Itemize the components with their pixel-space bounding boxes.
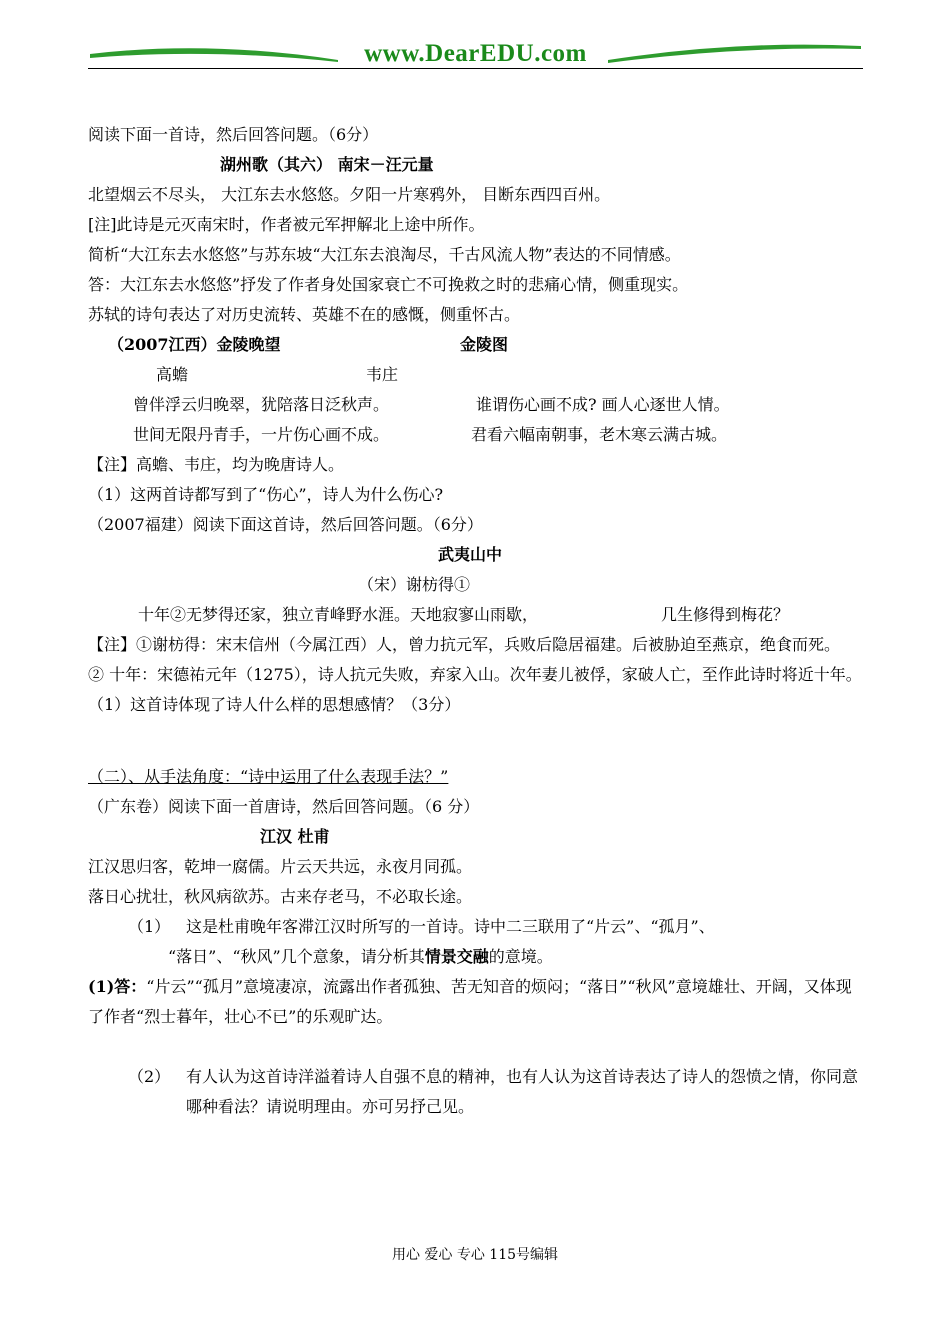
question-item: [88, 1062, 863, 1122]
page-footer: 用心 爱心 专心 115号编辑: [391, 1247, 559, 1263]
poem-title: 江汉 杜甫: [260, 827, 330, 846]
poem-titles-row: [88, 330, 863, 360]
text-line: 北望烟云不尽头， 大江东去水悠悠。夕阳一片寒鸦外， 目断东西四百州。: [88, 185, 611, 204]
question-text: 这是杜甫晚年客滞江汉时所写的一首诗。诗中二三联用了“片云”、“孤月”、: [186, 917, 715, 936]
text-line: 简析“大江东去水悠悠”与苏东坡“大江东去浪淘尽，千古风流人物”表达的不同情感。: [88, 245, 681, 264]
poem-verse-row: [88, 420, 863, 450]
blank-line: [88, 750, 863, 762]
verse: 曾伴浮云归晚翠，犹陪落日泛秋声。: [133, 395, 390, 414]
text-line: 答：大江东去水悠悠”抒发了作者身处国家衰亡不可挽救之时的悲痛心情，侧重现实。: [88, 275, 689, 294]
verse: 十年②无梦得还家，独立青峰野水涯。天地寂寥山雨歇，: [138, 605, 539, 624]
answer-paragraph: (1)答：“片云”“孤月”意境凄凉，流露出作者孤独、苦无知音的烦闷；“落日”“秋风”意境雄壮、开阔，又体现了作者“烈士暮年，壮心不已”的乐观旷达。: [88, 977, 852, 1026]
text-line: 阅读下面一首诗，然后回答问题。（6分）: [88, 125, 379, 144]
question-line: （1）这两首诗都写到了“伤心”，诗人为什么伤心?: [88, 485, 444, 504]
text-line: 苏轼的诗句表达了对历史流转、英雄不在的感慨，侧重怀古。: [88, 305, 521, 324]
poem-authors-row: [88, 360, 863, 390]
poem-verse-row: [88, 390, 863, 420]
verse: 谁谓伤心画不成? 画人心逐世人情。: [476, 395, 730, 414]
note-line: 【注】高蟾、韦庄，均为晚唐诗人。: [88, 455, 345, 474]
note-paragraph: 【注】①谢枋得：宋末信州（今属江西）人，曾力抗元军，兵败后隐居福建。后被胁迫至燕京，绝食而死。: [88, 635, 841, 654]
header-rule: [88, 68, 863, 69]
question-line: （1）这首诗体现了诗人什么样的思想感情？（3分）: [88, 695, 461, 714]
verse: 世间无限丹青手，一片伤心画不成。: [133, 425, 390, 444]
poem-verse: 江汉思归客，乾坤一腐儒。片云天共远，永夜月同孤。: [88, 857, 473, 876]
text-line: [注]此诗是元灭南宋时，作者被元军押解北上途中所作。: [88, 215, 485, 234]
blank-line: [88, 1032, 863, 1062]
poem-author: （宋）谢枋得①: [358, 575, 471, 594]
question-continuation: “落日”、“秋风”几个意象，请分析其情景交融的意境。: [168, 947, 553, 966]
question-text: 有人认为这首诗洋溢着诗人自强不息的精神，也有人认为这首诗表达了诗人的怨愤之情，你同意哪种看法？请说明理由。亦可另抒己见。: [186, 1067, 859, 1116]
verse: 几生修得到梅花？: [661, 605, 790, 624]
text-line: （广东卷）阅读下面一首唐诗，然后回答问题。（6 分）: [88, 797, 480, 816]
poem-verse: 落日心扰壮，秋风病欲苏。古来存老马，不必取长途。: [88, 887, 473, 906]
blank-line: [88, 720, 863, 750]
site-header: [88, 38, 863, 72]
note-paragraph: ② 十年：宋德祐元年（1275），诗人抗元失败，弃家入山。次年妻儿被俘，家破人亡，至作此诗时将近十年。: [88, 665, 862, 684]
document-body: [88, 120, 863, 1122]
question-number: （2）: [128, 1067, 171, 1086]
poem-verse-row: [88, 600, 863, 630]
text-line: （2007福建）阅读下面这首诗，然后回答问题。（6分）: [88, 515, 483, 534]
poem-title: （2007江西）金陵晚望: [108, 335, 281, 354]
author: 韦庄: [366, 365, 399, 384]
poem-title: 金陵图: [460, 335, 509, 354]
author: 高蟾: [156, 365, 189, 384]
poem-title: 湖州歌（其六） 南宋－汪元量: [220, 155, 434, 174]
section-heading: （二）、从手法角度：“诗中运用了什么表现手法？”: [88, 767, 449, 786]
poem-title: 武夷山中: [438, 545, 503, 564]
site-logo-text: www.DearEDU.com: [364, 40, 587, 67]
question-item: [88, 912, 863, 942]
verse: 君看六幅南朝事，老木寒云满古城。: [471, 425, 728, 444]
question-number: （1）: [128, 917, 171, 936]
